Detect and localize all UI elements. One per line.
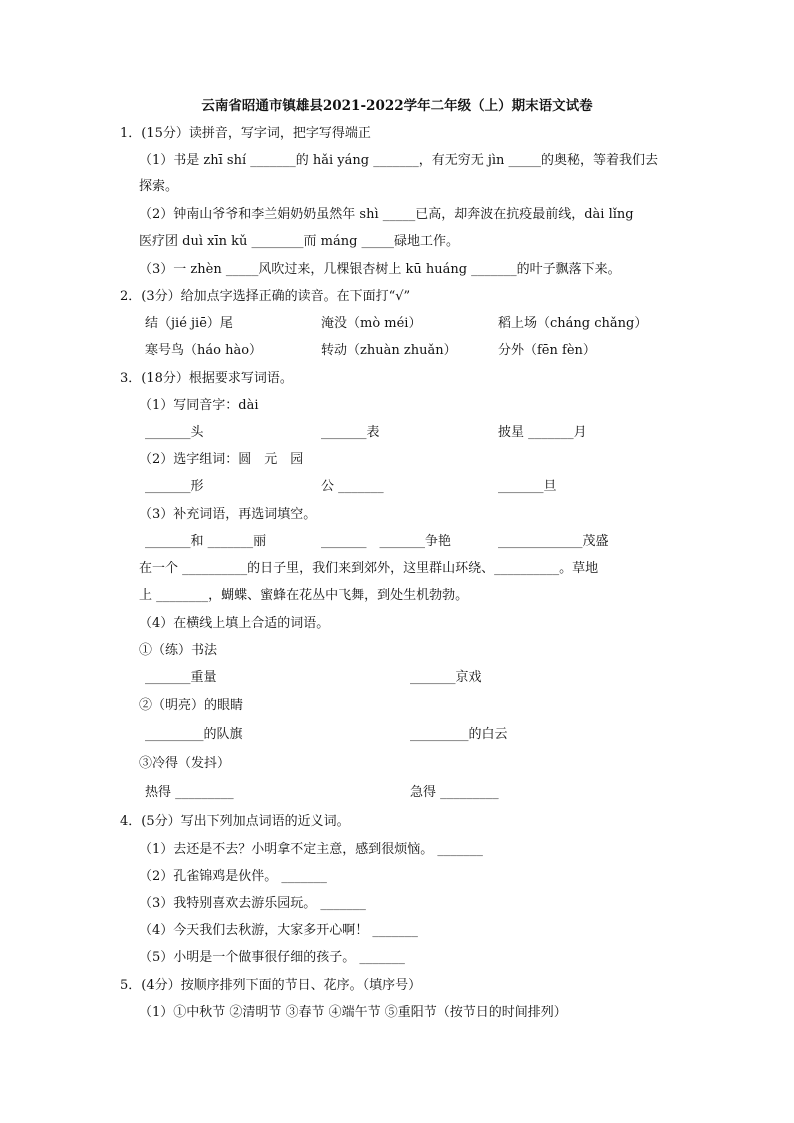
blank-item: _____________茂盛 — [498, 534, 609, 549]
blank-item: _______头 — [145, 425, 204, 440]
q1-heading: 1．(15分）读拼音，写字词，把字写得端正 — [120, 126, 371, 141]
blank-item: _______旦 — [498, 479, 557, 494]
q1-line-3: （2）钟南山爷爷和李兰娟奶奶虽然年 shì _____已高，却奔波在抗疫最前线，dài lǐng — [139, 207, 634, 222]
q2-option: 淹没（mò méi） — [321, 316, 422, 331]
blank-item: _______表 — [321, 425, 380, 440]
q3-item-c: ③冷得（发抖） — [139, 756, 231, 771]
q3-paragraph-line-1: 在一个 __________的日子里，我们来到郊外，这里群山环绕、__________。草地 — [139, 561, 599, 576]
q2-option: 稻上场（cháng chǎng） — [498, 316, 648, 331]
q4-item: （2）孔雀锦鸡是伙伴。 _______ — [139, 869, 327, 884]
blank-item: 披星 _______月 — [498, 425, 587, 440]
blank-item: _______和 _______丽 — [145, 534, 267, 549]
q1-line-5: （3）一 zhèn _____风吹过来，几棵银杏树上 kū huáng _______的叶子飘落下来。 — [139, 262, 621, 277]
q3-sub-2: （2）选字组词：圆 元 园 — [139, 452, 304, 467]
q4-item: （3）我特别喜欢去游乐园玩。 _______ — [139, 896, 366, 911]
q2-option: 分外（fēn fèn） — [498, 343, 596, 358]
q4-item: （1）去还是不去？小明拿不定主意，感到很烦恼。 _______ — [139, 842, 483, 857]
q3-item-a: ①（练）书法 — [139, 643, 218, 658]
q3-heading: 3．(18分）根据要求写词语。 — [120, 371, 293, 386]
q5-line-1: （1）①中秋节 ②清明节 ③春节 ④端午节 ⑤重阳节（按节日的时间排列） — [139, 1005, 567, 1020]
blank-item: 公 _______ — [321, 479, 384, 494]
q1-line-4: 医疗团 duì xīn kǔ ________而 máng _____碌地工作。 — [139, 234, 460, 249]
q3-paragraph-line-2: 上 ________，蝴蝶、蜜蜂在花丛中飞舞，到处生机勃勃。 — [139, 588, 469, 603]
blank-item: _______重量 — [145, 670, 217, 685]
q3-sub-3: （3）补充词语，再选词填空。 — [139, 507, 317, 522]
q4-item: （4）今天我们去秋游，大家多开心啊！ _______ — [139, 923, 418, 938]
q2-option: 结（jié jiē）尾 — [145, 316, 233, 331]
q4-item: （5）小明是一个做事很仔细的孩子。 _______ — [139, 950, 405, 965]
q2-heading: 2．(3分）给加点字选择正确的读音。在下面打“√” — [120, 289, 411, 304]
blank-item: _______ _______争艳 — [321, 534, 452, 549]
q5-heading: 5．(4分）按顺序排列下面的节日、花序。（填序号） — [120, 978, 422, 993]
blank-item: _______京戏 — [410, 670, 482, 685]
page-title: 云南省昭通市镇雄县2021-2022学年二年级（上）期末语文试卷 — [201, 98, 593, 114]
blank-item: _______形 — [145, 479, 204, 494]
blank-item: _________的白云 — [410, 727, 508, 742]
q3-sub-1: （1）写同音字：dài — [139, 398, 259, 413]
q3-sub-4: （4）在横线上填上合适的词语。 — [139, 616, 330, 631]
q2-option: 寒号鸟（háo hào） — [145, 343, 263, 358]
blank-item: 急得 _________ — [410, 785, 499, 800]
blank-item: _________的队旗 — [145, 727, 243, 742]
q2-option: 转动（zhuàn zhuǎn） — [321, 343, 457, 358]
q1-line-1: （1）书是 zhī shí _______的 hǎi yáng _______，有无穷无 jìn _____的奥秘，等着我们去 — [139, 153, 659, 168]
q3-item-b: ②（明亮）的眼睛 — [139, 698, 244, 713]
q1-line-2: 探索。 — [139, 179, 179, 194]
blank-item: 热得 _________ — [145, 785, 234, 800]
q4-heading: 4．(5分）写出下列加点词语的近义词。 — [120, 814, 350, 829]
